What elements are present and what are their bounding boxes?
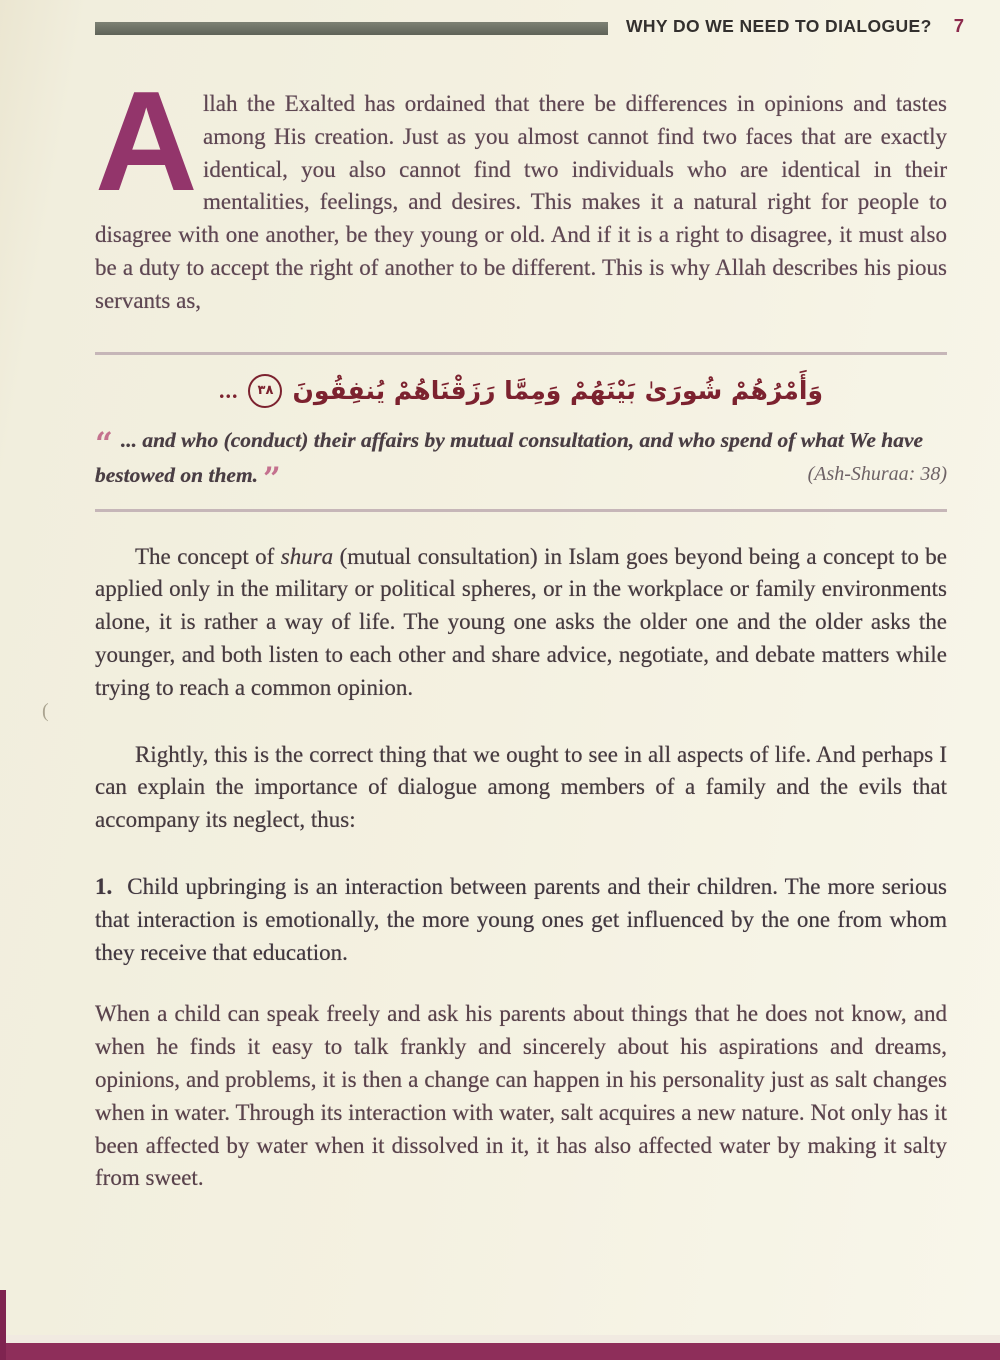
- shura-italic-term: shura: [280, 543, 334, 569]
- quote-text: ... and who (conduct) their affairs by mutual consultation, and who spend of what We have bestowed on them.: [95, 427, 924, 487]
- item-number: 1.: [95, 873, 113, 899]
- bottom-light-strip: [0, 1335, 1000, 1343]
- drop-cap: A: [95, 62, 198, 221]
- opening-paragraph: [95, 62, 947, 318]
- page-content: [95, 62, 948, 1195]
- header-decorative-rule: [95, 22, 608, 35]
- verse-arabic-text: وَأَمْرُهُمْ شُورَىٰ بَيْنَهُمْ وَمِمَّا رَزَقْنَاهُمْ يُنفِقُونَ: [292, 375, 823, 405]
- verse-ellipsis: ...: [218, 377, 239, 403]
- shura-paragraph-before: The concept of: [135, 543, 281, 569]
- quran-verse-arabic: [95, 371, 947, 411]
- page-number: 7: [953, 15, 964, 36]
- item-text: Child upbringing is an interaction between parents and their children. The more serious that interaction is emotionally, the more young ones get influenced by the one from whom they receive that education.: [95, 873, 947, 965]
- page-header: [626, 15, 964, 37]
- chapter-title: WHY DO WE NEED TO DIALOGUE?: [625, 16, 932, 36]
- verse-number-badge: ٣٨: [248, 374, 282, 408]
- left-edge-scan-sliver: [0, 1290, 6, 1360]
- opening-paragraph-text: llah the Exalted has ordained that there be differences in opinions and tastes among His creation. Just as you almost cannot find two faces that are exactly identical, you also cannot find two individuals who are identical in their mentalities, feelings, and desires. This makes it a natural right for people to disagree with one another, be they young or old. And if it is a right to disagree, it must also be a duty to accept the right of another to be different. This is why Allah describes his pious servants as,: [95, 91, 947, 313]
- shura-paragraph: [95, 541, 947, 705]
- numbered-item-1: [95, 871, 947, 969]
- shura-paragraph-after: (mutual consultation) in Islam goes beyond being a concept to be applied only in the military or political spheres, or in the workplace or family environments alone, it is rather a way of life. The young one asks the older one and the older asks the younger, and both listen to each other and share advice, negotiate, and debate matters while trying to reach a common opinion.: [95, 543, 948, 700]
- close-quote-icon: ”: [263, 460, 281, 497]
- open-quote-icon: “: [95, 425, 113, 462]
- divider-top: [95, 352, 947, 355]
- verse-citation: (Ash-Shuraa: 38): [807, 462, 947, 485]
- bottom-maroon-bar: [0, 1343, 1000, 1360]
- divider-bottom: [95, 509, 947, 512]
- rightly-paragraph: Rightly, this is the correct thing that we ought to see in all aspects of life. And perhaps I can explain the importance of dialogue among members of a family and the evils that accompany its neglect, thus:: [95, 741, 947, 833]
- closing-paragraph: When a child can speak freely and ask his parents about things that he does not know, and when he finds it easy to talk frankly and sincerely about his aspirations and dreams, opinions, and problems, it is then a change can happen in his personality just as salt changes when in water. Through its interaction with water, salt acquires a new nature. Not only has it been affected by water when it dissolved in it, it has also affected water by making it salty from sweet.: [95, 1001, 947, 1191]
- margin-scan-artifact: (: [42, 700, 49, 722]
- verse-translation-quote: [95, 423, 947, 497]
